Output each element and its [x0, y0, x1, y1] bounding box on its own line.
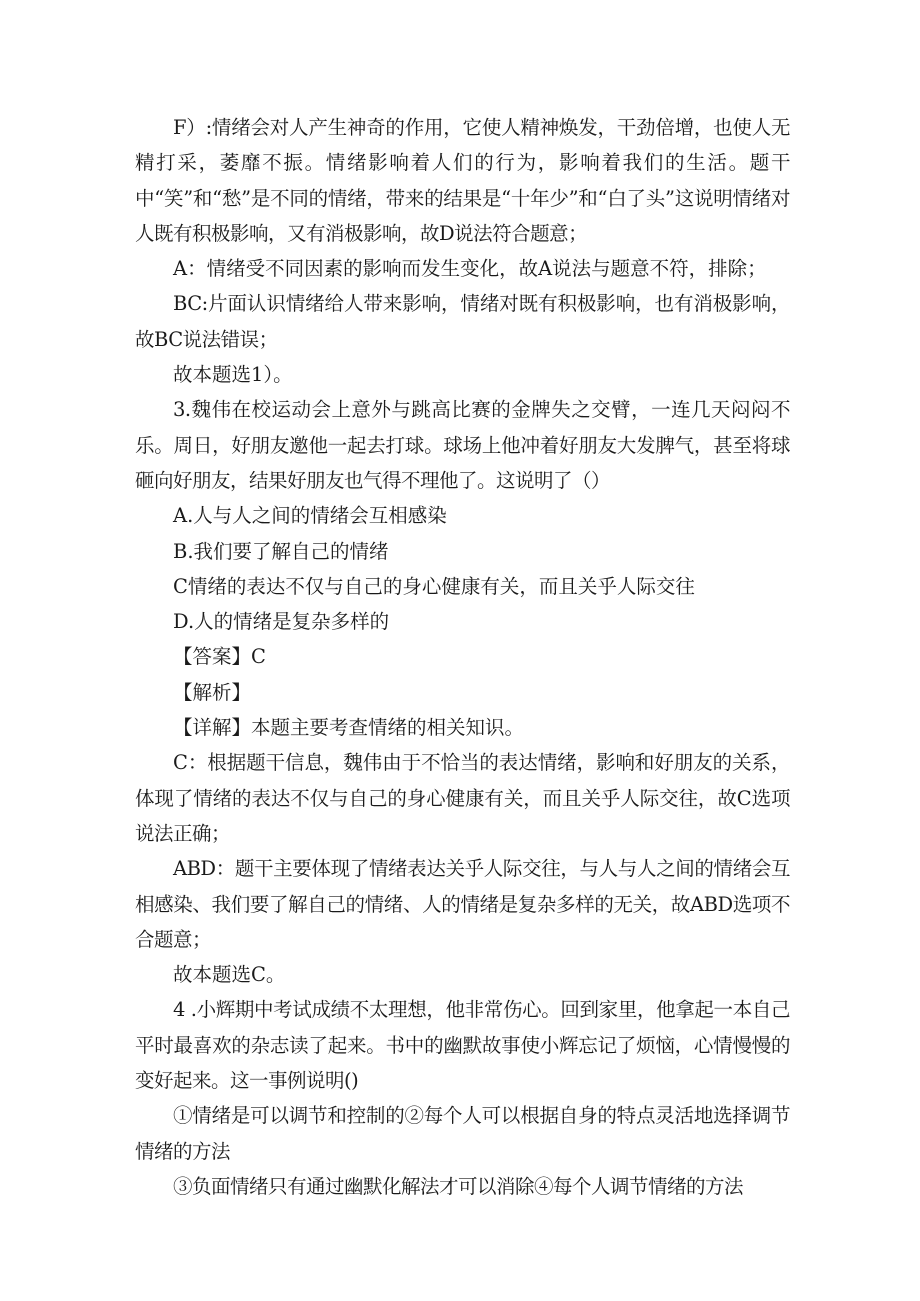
question-4-stem: 4 .小辉期中考试成绩不太理想，他非常伤心。回到家里，他拿起一本自己平时最喜欢的杂志读了起来。书中的幽默故事使小辉忘记了烦恼，心情慢慢的变好起来。这一事例说明()	[135, 998, 790, 1093]
question-4-statements-3-4: ③负面情绪只有通过幽默化解法才可以消除④每个人调节情绪的方法	[173, 1174, 744, 1198]
question-3-detail-heading: 【详解】本题主要考查情绪的相关知识。	[173, 716, 525, 740]
paragraph-q2-conclusion: 故本题选1）。	[173, 363, 293, 387]
question-3-option-b: B.我们要了解自己的情绪	[173, 539, 389, 563]
question-3-analysis-heading: 【解析】	[173, 680, 252, 704]
question-3-stem: 3.魏伟在校运动会上意外与跳高比赛的金牌失之交臂，一连几天闷闷不乐。周日，好朋友邀他一起去打球。球场上他冲着好朋友大发脾气，甚至将球砸向好朋友，结果好朋友也气得不理他了。这说明了（）	[135, 398, 790, 492]
question-3-option-d: D.人的情绪是复杂多样的	[173, 610, 390, 634]
question-3-conclusion: 故本题选C。	[173, 963, 286, 987]
question-3-option-a: A.人与人之间的情绪会互相感染	[173, 504, 447, 528]
question-3-answer: 【答案】C	[173, 645, 266, 669]
paragraph-option-a-analysis: A：情绪受不同因素的影响而发生变化，故A说法与题意不符，排除；	[173, 257, 767, 281]
question-3-option-c-analysis: C：根据题干信息，魏伟由于不恰当的表达情绪，影响和好朋友的关系，体现了情绪的表达不仅与自己的身心健康有关，而且关乎人际交往，故C选项说法正确；	[135, 751, 790, 845]
question-3-option-c: C情绪的表达不仅与自己的身心健康有关，而且关乎人际交往	[173, 574, 695, 598]
question-3-option-abd-analysis: ABD：题干主要体现了情绪表达关乎人际交往，与人与人之间的情绪会互相感染、我们要了解自己的情绪、人的情绪是复杂多样的无关，故ABD选项不合题意；	[135, 857, 790, 951]
paragraph-f-explanation: F）:情绪会对人产生神奇的作用，它使人精神焕发，干劲倍增，也使人无精打采，萎靡不振。情绪影响着人们的行为，影响着我们的生活。题干中“笑”和“愁”是不同的情绪，带来的结果是“十年少”和“白了头”这说明情绪对人既有积极影响，又有消极影响，故D说法符合题意；	[135, 116, 790, 245]
document-body	[135, 110, 790, 1204]
paragraph-option-bc-analysis: BC:片面认识情绪给人带来影响，情绪对既有积极影响，也有消极影响，故BC说法错误；	[135, 292, 790, 351]
question-4-statements-1-2: ①情绪是可以调节和控制的②每个人可以根据自身的特点灵活地选择调节情绪的方法	[135, 1104, 790, 1163]
